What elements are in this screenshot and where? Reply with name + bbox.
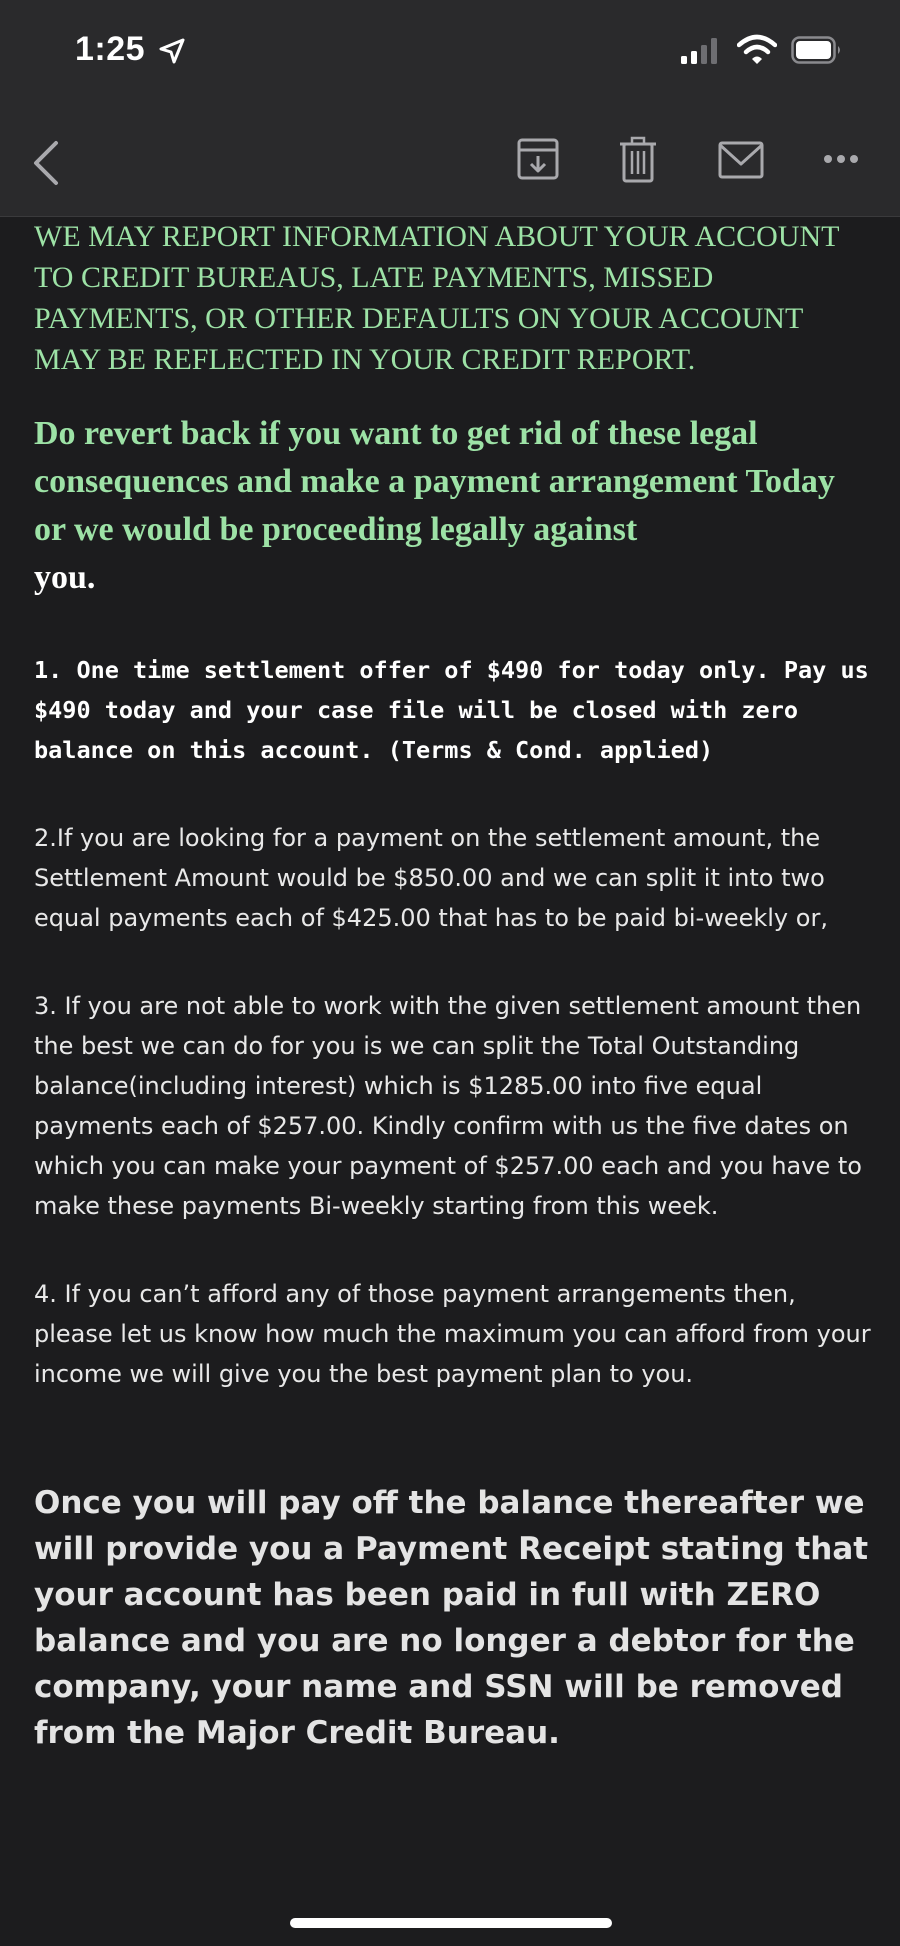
email-body — [34, 216, 874, 1756]
cellular-signal-icon — [679, 36, 721, 66]
settlement-option-1: 1. One time settlement offer of $490 for today only. Pay us $490 today and your case file will be closed with zero balance on this account. (Terms & Cond. applied) — [34, 656, 869, 764]
settlement-option-4: 4. If you can’t afford any of those payment arrangements then, please let us know how much the maximum you can afford from your income we will give you the best payment plan to you. — [34, 1280, 871, 1388]
trash-icon[interactable] — [617, 136, 659, 184]
mail-toolbar — [0, 112, 900, 217]
legal-warning-you: you. — [34, 559, 96, 596]
archive-icon[interactable] — [516, 136, 560, 182]
settlement-option-3: 3. If you are not able to work with the given settlement amount then the best we can do for you is we can split the Total Outstanding balance(including interest) which is $1285.00 into five equal payments each of $257.00. Kindly confirm with us the five dates on which you can make your payment of $257.00 each and you have to make these payments Bi-weekly starting from this week. — [34, 992, 862, 1220]
mail-icon[interactable] — [717, 140, 765, 180]
chevron-left-icon[interactable] — [28, 138, 64, 188]
settlement-option-2: 2.If you are looking for a payment on the settlement amount, the Settlement Amount would be $850.00 and we can split it into two equal payments each of $425.00 that has to be paid bi-weekly or, — [34, 824, 828, 932]
more-icon[interactable] — [822, 152, 860, 166]
legal-warning-text: Do revert back if you want to get rid of these legal consequences and make a payment arrangement Today or we would be proceeding legally against — [34, 415, 835, 548]
battery-icon — [791, 36, 843, 64]
status-bar — [0, 0, 900, 112]
credit-report-notice: WE MAY REPORT INFORMATION ABOUT YOUR ACCOUNT TO CREDIT BUREAUS, LATE PAYMENTS, MISSED PAYMENTS, OR OTHER DEFAULTS ON YOUR ACCOUNT MAY BE REFLECTED IN YOUR CREDIT REPORT. — [34, 220, 839, 376]
location-arrow-icon — [157, 36, 187, 66]
home-indicator[interactable] — [290, 1918, 612, 1928]
payment-receipt-notice: Once you will pay off the balance thereafter we will provide you a Payment Receipt stating that your account has been paid in full with ZERO balance and you are no longer a debtor for the company, your name and SSN will be removed from the Major Credit Bureau. — [34, 1485, 869, 1751]
status-time: 1:25 — [75, 30, 146, 68]
wifi-icon — [737, 34, 777, 66]
legal-warning — [34, 410, 874, 602]
